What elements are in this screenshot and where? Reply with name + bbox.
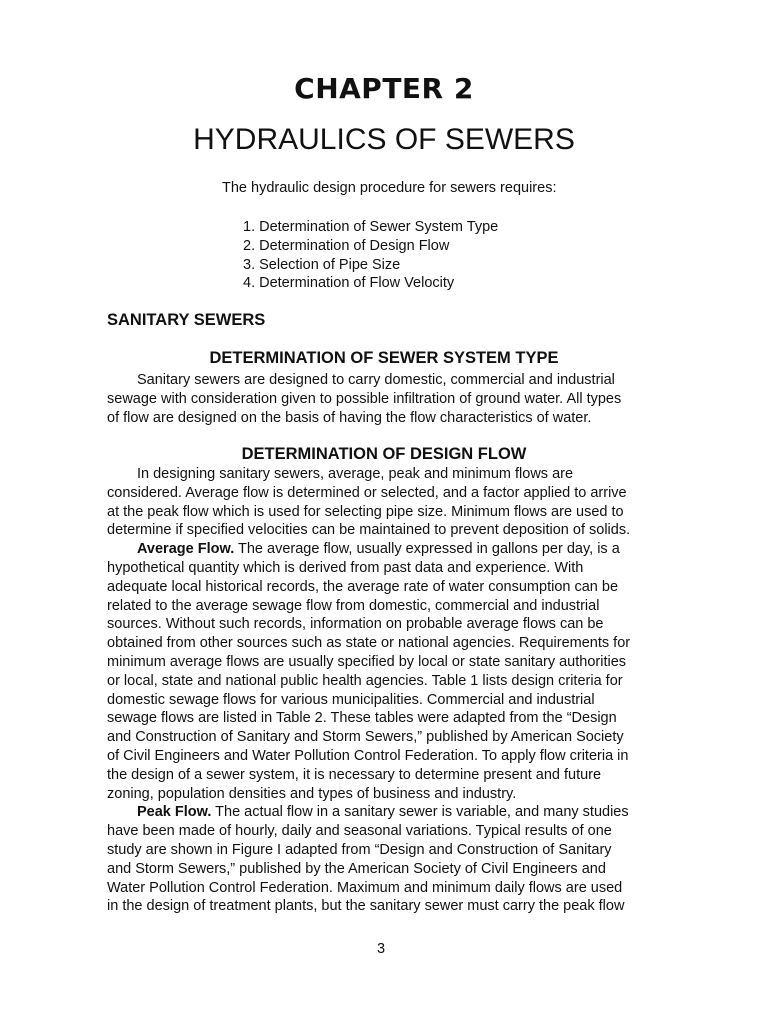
procedure-steps-list [243, 218, 498, 293]
text-line: Sanitary sewers are designed to carry domestic, commercial and industrial [137, 372, 615, 388]
average-flow-first-line: Average Flow. The average flow, usually expressed in gallons per day, is a [137, 541, 620, 558]
text-line: or local, state and national public health agencies. Table 1 lists design criteria for [107, 672, 623, 689]
text-line: sources. Without such records, information on probable average flows can be [107, 616, 604, 633]
text-line: sewage with consideration given to possible infiltration of ground water. All types [107, 390, 622, 407]
text-line: study are shown in Figure I adapted from “Design and Construction of Sanitary [107, 841, 612, 858]
intro-text: The hydraulic design procedure for sewers requires: [222, 180, 557, 196]
text-line: considered. Average flow is determined or selected, and a factor applied to arrive [107, 484, 627, 501]
procedure-step: 1. Determination of Sewer System Type [243, 219, 499, 235]
text-line: and Storm Sewers,” published by the American Society of Civil Engineers and [107, 860, 606, 877]
system-type-paragraph [107, 371, 657, 427]
average-flow-lead: Average Flow. [137, 541, 235, 558]
page-number: 3 [376, 941, 386, 957]
text-line: and Construction of Sanitary and Storm Sewers,” published by American Society [107, 729, 624, 746]
text-line: zoning, population densities and types of business and industry. [107, 785, 517, 802]
subsection-heading-system-type: DETERMINATION OF SEWER SYSTEM TYPE [209, 349, 559, 367]
peak-flow-lead: Peak Flow. [137, 804, 212, 821]
text-line: hypothetical quantity which is derived from past data and experience. With [107, 559, 584, 576]
text-line: of flow are designed on the basis of having the flow characteristics of water. [107, 409, 592, 426]
chapter-number: CHAPTER 2 [294, 72, 474, 105]
text-line: adequate local historical records, the average rate of water consumption can be [107, 578, 619, 595]
subsection-heading-design-flow: DETERMINATION OF DESIGN FLOW [241, 445, 527, 463]
text-line: Water Pollution Control Federation. Maximum and minimum daily flows are used [107, 879, 623, 896]
text-line: minimum average flows are usually specified by local or state sanitary authorities [107, 653, 627, 670]
text-line: of Civil Engineers and Water Pollution Control Federation. To apply flow criteria in [107, 747, 629, 764]
text-line: determine if specified velocities can be maintained to prevent deposition of solids. [107, 522, 631, 539]
text-line: obtained from other sources such as state or national agencies. Requirements for [107, 635, 631, 652]
text-line: related to the average sewage flow from domestic, commercial and industrial [107, 597, 600, 614]
text-line: the design of a sewer system, it is necessary to determine present and future [107, 766, 602, 783]
chapter-title: HYDRAULICS OF SEWERS [193, 123, 575, 156]
text-line: domestic sewage flows for various municipalities. Commercial and industrial [107, 691, 595, 708]
section-heading: SANITARY SEWERS [107, 311, 266, 329]
procedure-step: 3. Selection of Pipe Size [243, 256, 401, 273]
peak-flow-first-line: Peak Flow. The actual flow in a sanitary sewer is variable, and many studies [137, 804, 629, 821]
text-line: at the peak flow which is used for selecting pipe size. Minimum flows are used to [107, 503, 624, 520]
text-line: in the design of treatment plants, but the sanitary sewer must carry the peak flow [107, 898, 625, 915]
design-flow-body [107, 465, 657, 916]
procedure-step: 2. Determination of Design Flow [243, 237, 450, 254]
text-line: sewage flows are listed in Table 2. These tables were adapted from the “Design [107, 710, 617, 727]
text-line: have been made of hourly, daily and seasonal variations. Typical results of one [107, 823, 612, 840]
text-line: In designing sanitary sewers, average, peak and minimum flows are [137, 466, 574, 482]
procedure-step: 4. Determination of Flow Velocity [243, 275, 455, 292]
